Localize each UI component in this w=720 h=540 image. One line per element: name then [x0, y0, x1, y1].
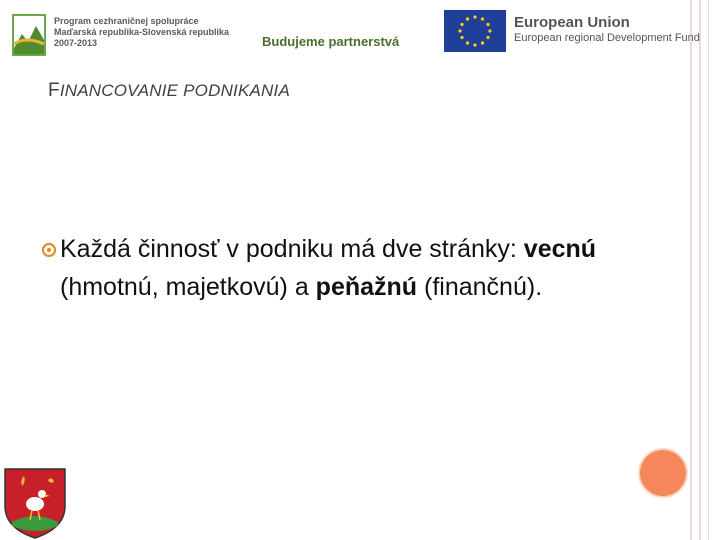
program-line-2: Maďarská republika-Slovenská republika: [54, 27, 230, 37]
bullet-bold-2: peňažnú: [315, 273, 418, 301]
eu-text: [514, 14, 700, 45]
slide-content: [42, 230, 602, 306]
bullet-bold-1: vecnú: [523, 235, 597, 263]
decor-rail-3: [708, 0, 709, 540]
ring-bullet-icon: [42, 243, 56, 257]
bullet-item: [42, 230, 602, 306]
coat-of-arms-icon: [2, 466, 68, 540]
program-text: [54, 16, 229, 49]
decor-circle: [640, 450, 686, 496]
program-mountains-icon: [12, 14, 46, 56]
eu-subtitle: European regional Development Fund: [514, 32, 700, 44]
slide-title: [48, 80, 290, 102]
slide-title-first: F: [48, 80, 60, 101]
decor-rail-1: [690, 0, 692, 540]
program-logo: [12, 14, 412, 60]
bullet-text-2: (hmotnú, majetkovú) a: [60, 273, 316, 301]
decor-rail-2: [699, 0, 701, 540]
program-line-1: Program cezhraničnej spolupráce: [54, 16, 199, 26]
bullet-text-1: Každá činnosť v podniku má dve stránky:: [60, 235, 524, 263]
eu-title: European Union: [514, 14, 630, 31]
program-line-3: 2007-2013: [54, 38, 98, 48]
slide-title-rest: INANCOVANIE PODNIKANIA: [59, 81, 290, 100]
eu-flag-icon: [444, 10, 506, 52]
slogan: Budujeme partnerstvá: [262, 34, 400, 49]
bullet-text-3: (finančnú).: [417, 273, 543, 301]
